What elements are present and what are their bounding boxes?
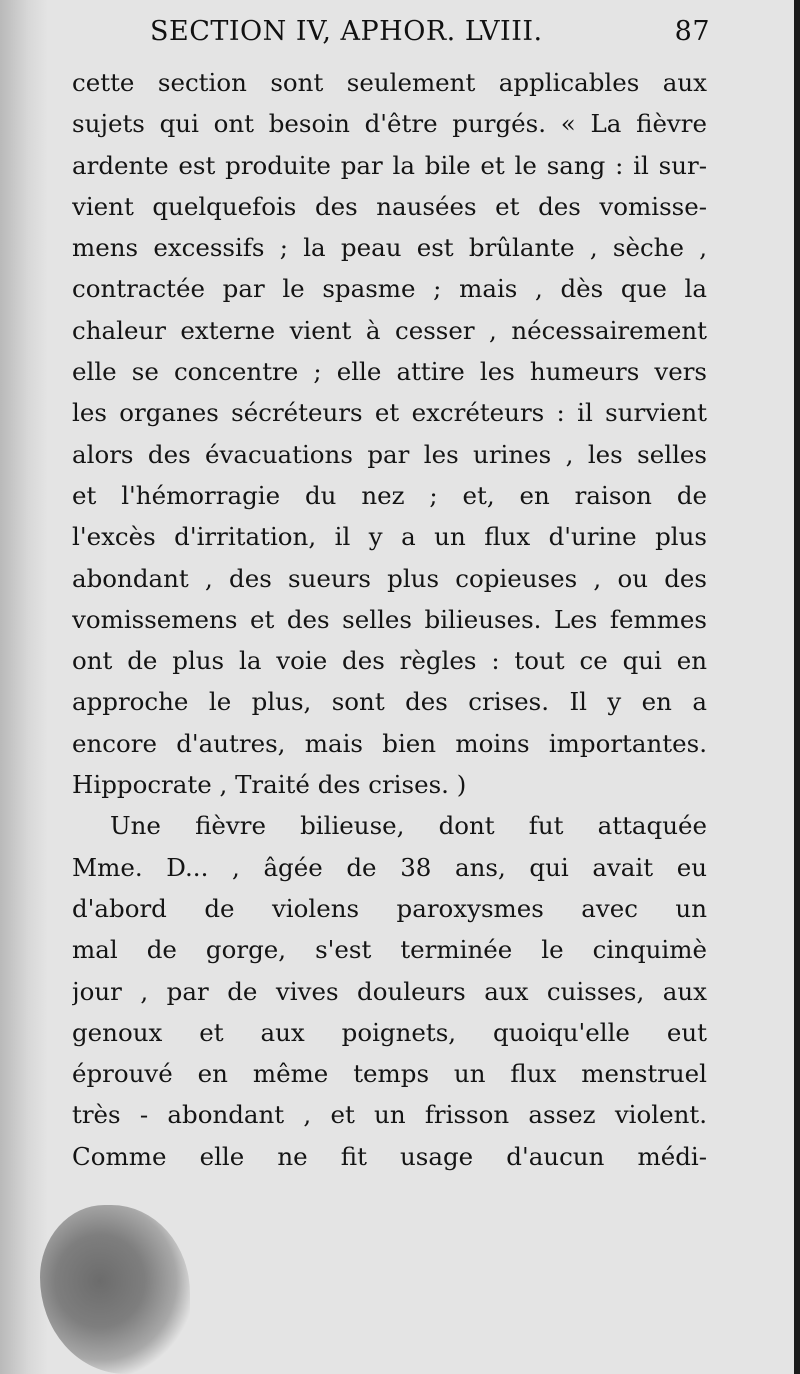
text-line: ardente est produite par la bile et le sang : il sur- [72,150,707,180]
text-line: Mme. D... , âgée de 38 ans, qui avait eu [72,852,707,882]
body-text [72,62,707,1177]
text-line: d'abord de violens paroxysmes avec un [72,893,707,923]
page-number: 87 [674,16,710,47]
page-gutter-shadow [0,0,48,1374]
text-line: mal de gorge, s'est terminée le cinquimè [72,935,707,965]
text-line: alors des évacuations par les urines , les selles [72,439,707,469]
text-line: contractée par le spasme ; mais , dès que la [72,274,707,304]
text-line: Hippocrate , Traité des crises. ) [72,770,467,800]
text-line: l'excès d'irritation, il y a un flux d'urine plus [72,522,707,552]
paper-stain [40,1205,190,1374]
running-head: SECTION IV, APHOR. LVIII. [150,16,543,47]
text-line: approche le plus, sont des crises. Il y en a [72,687,707,717]
text-line: abondant , des sueurs plus copieuses , ou des [72,563,707,593]
text-line: chaleur externe vient à cesser , nécessairement [72,315,707,345]
page-header [150,14,710,54]
text-line: très - abondant , et un frisson assez violent. [72,1100,707,1130]
text-line: vient quelquefois des nausées et des vomisse- [72,191,707,221]
paragraph-first-line: Une fièvre bilieuse, dont fut attaquée [110,811,707,841]
text-line: jour , par de vives douleurs aux cuisses, aux [72,976,707,1006]
text-line: cette section sont seulement applicables aux [72,68,707,97]
text-line: les organes sécréteurs et excréteurs : il survient [72,398,707,428]
text-line: mens excessifs ; la peau est brûlante , sèche , [72,233,707,263]
text-line: ont de plus la voie des règles : tout ce qui en [72,646,707,676]
page-edge [794,0,800,1374]
text-line: et l'hémorragie du nez ; et, en raison de [72,480,707,510]
text-line: elle se concentre ; elle attire les humeurs vers [72,357,707,387]
text-line: Comme elle ne fit usage d'aucun médi- [72,1141,707,1171]
text-line: encore d'autres, mais bien moins importantes. [72,728,707,758]
text-line: genoux et aux poignets, quoiqu'elle eut [72,1017,707,1047]
text-line: vomissemens et des selles bilieuses. Les femmes [72,604,707,634]
text-line: éprouvé en même temps un flux menstruel [72,1059,707,1089]
text-line: sujets qui ont besoin d'être purgés. « La fièvre [72,109,707,139]
